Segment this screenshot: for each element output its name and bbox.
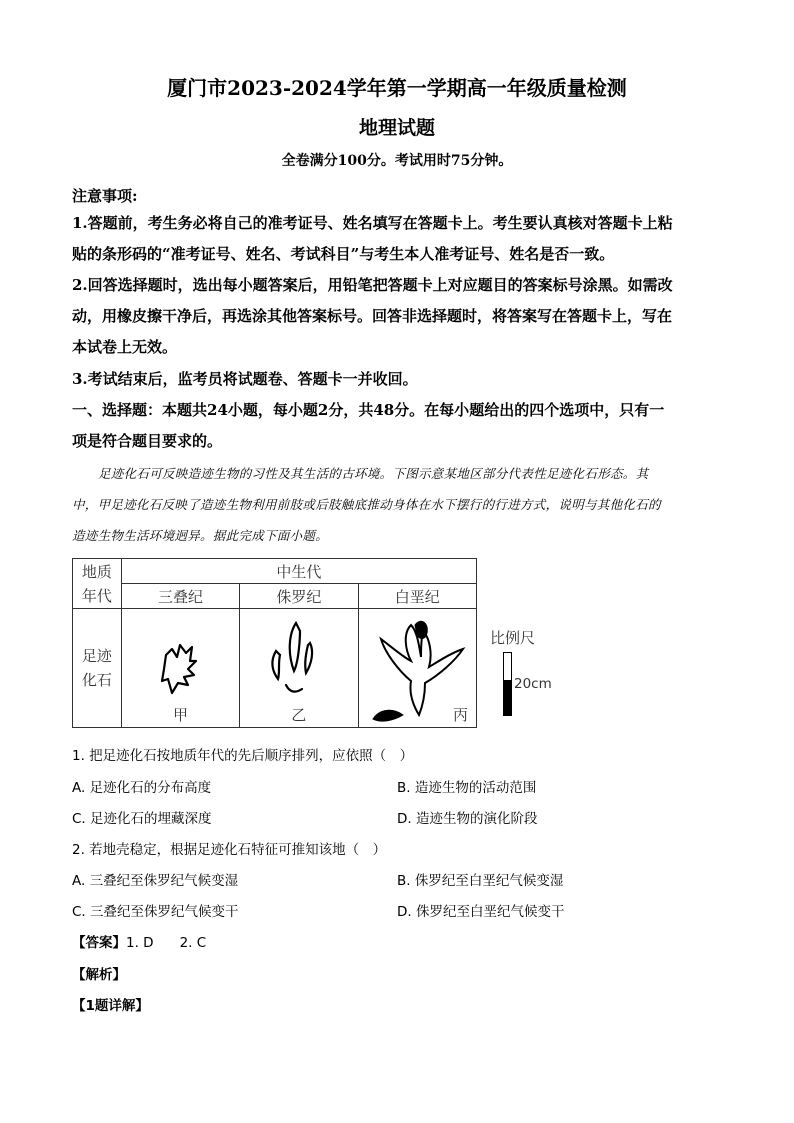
fossil-bing-cell xyxy=(358,609,476,728)
analysis-label: 【解析】 xyxy=(72,967,126,983)
geologic-age-label-a: 地质 xyxy=(81,562,112,581)
passage-line-3: 造迹生物生活环境迥异。据此完成下面小题。 xyxy=(72,528,329,543)
period-triassic: 三叠纪 xyxy=(121,584,239,609)
footprint-fossil-label-a: 足迹 xyxy=(81,647,112,665)
answer-2: 2. C xyxy=(179,935,207,951)
footprint-fossil-label xyxy=(73,609,122,728)
detail-label: 【1题详解】 xyxy=(72,998,149,1014)
question-1-option-a: A. 足迹化石的分布高度 xyxy=(72,780,212,796)
notice-item-2-line-2: 动，用橡皮擦干净后，再选涂其他答案标号。回答非选择题时，将答案写在答题卡上，写在 xyxy=(72,307,673,325)
fossil-jia-label: 甲 xyxy=(172,706,188,724)
question-1-option-d: D. 造迹生物的演化阶段 xyxy=(397,811,538,827)
question-1-option-c: C. 足迹化石的埋藏深度 xyxy=(72,811,212,827)
question-2-stem: 2. 若地壳稳定，根据足迹化石特征可推知该地（ ） xyxy=(72,842,387,858)
notice-item-3: 3.考试结束后，监考员将试题卷、答题卡一并收回。 xyxy=(72,370,418,388)
subject-title: 地理试题 xyxy=(358,117,435,139)
notice-heading: 注意事项: xyxy=(72,187,138,205)
section-heading-line-2: 项是符合题目要求的。 xyxy=(72,432,223,450)
answer-label: 【答案】 xyxy=(72,935,126,951)
fossil-yi-label: 乙 xyxy=(291,706,307,724)
period-cretaceous: 白垩纪 xyxy=(358,584,476,609)
scale-value: 20cm xyxy=(514,676,552,692)
fossil-bing-label: 丙 xyxy=(452,706,468,724)
era-mesozoic: 中生代 xyxy=(121,559,476,584)
notice-item-1-line-1: 1.答题前，考生务必将自己的准考证号、姓名填写在答题卡上。考生要认真核对答题卡上粘 xyxy=(72,214,673,232)
question-2-option-a: A. 三叠纪至侏罗纪气候变湿 xyxy=(72,873,239,889)
answer-1: 1. D xyxy=(126,935,154,951)
period-jurassic: 侏罗纪 xyxy=(240,584,358,609)
question-2-option-d: D. 侏罗纪至白垩纪气候变干 xyxy=(397,904,565,920)
answer-line xyxy=(72,931,206,951)
geologic-age-label xyxy=(73,559,122,609)
fossil-yi-cell xyxy=(240,609,358,728)
question-2-option-b: B. 侏罗纪至白垩纪气候变湿 xyxy=(397,873,564,889)
notice-item-2-line-3: 本试卷上无效。 xyxy=(72,338,178,356)
passage-line-1: 足迹化石可反映造迹生物的习性及其生活的古环境。下图示意某地区部分代表性足迹化石形态。其 xyxy=(98,466,649,481)
score-info: 全卷满分100分。考试用时75分钟。 xyxy=(281,153,513,169)
question-1-stem: 1. 把足迹化石按地质年代的先后顺序排列，应依照（ ） xyxy=(72,748,414,764)
fossil-figure-table xyxy=(72,558,477,728)
question-1-option-b: B. 造迹生物的活动范围 xyxy=(397,780,537,796)
section-heading-line-1: 一、选择题：本题共24小题，每小题2分，共48分。在每小题给出的四个选项中，只有一 xyxy=(72,401,665,419)
footprint-fossil-label-b: 化石 xyxy=(81,671,112,689)
scale-label: 比例尺 xyxy=(490,629,536,647)
scale-bar-fill xyxy=(504,680,511,715)
geologic-age-label-b: 年代 xyxy=(81,586,112,605)
notice-item-2-line-1: 2.回答选择题时，选出每小题答案后，用铅笔把答题卡上对应题目的答案标号涂黑。如需改 xyxy=(72,276,673,294)
passage-line-2: 中，甲足迹化石反映了造迹生物利用前肢或后肢触底推动身体在水下摆行的行进方式，说明与其他化石的 xyxy=(72,497,661,512)
exam-title: 厦门市2023-2024学年第一学期高一年级质量检测 xyxy=(167,76,627,100)
fossil-jia-cell xyxy=(121,609,239,728)
notice-item-1-line-2: 贴的条形码的“准考证号、姓名、考试科目”与考生本人准考证号、姓名是否一致。 xyxy=(72,245,615,263)
question-2-option-c: C. 三叠纪至侏罗纪气候变干 xyxy=(72,904,239,920)
scale-bar xyxy=(503,652,512,716)
